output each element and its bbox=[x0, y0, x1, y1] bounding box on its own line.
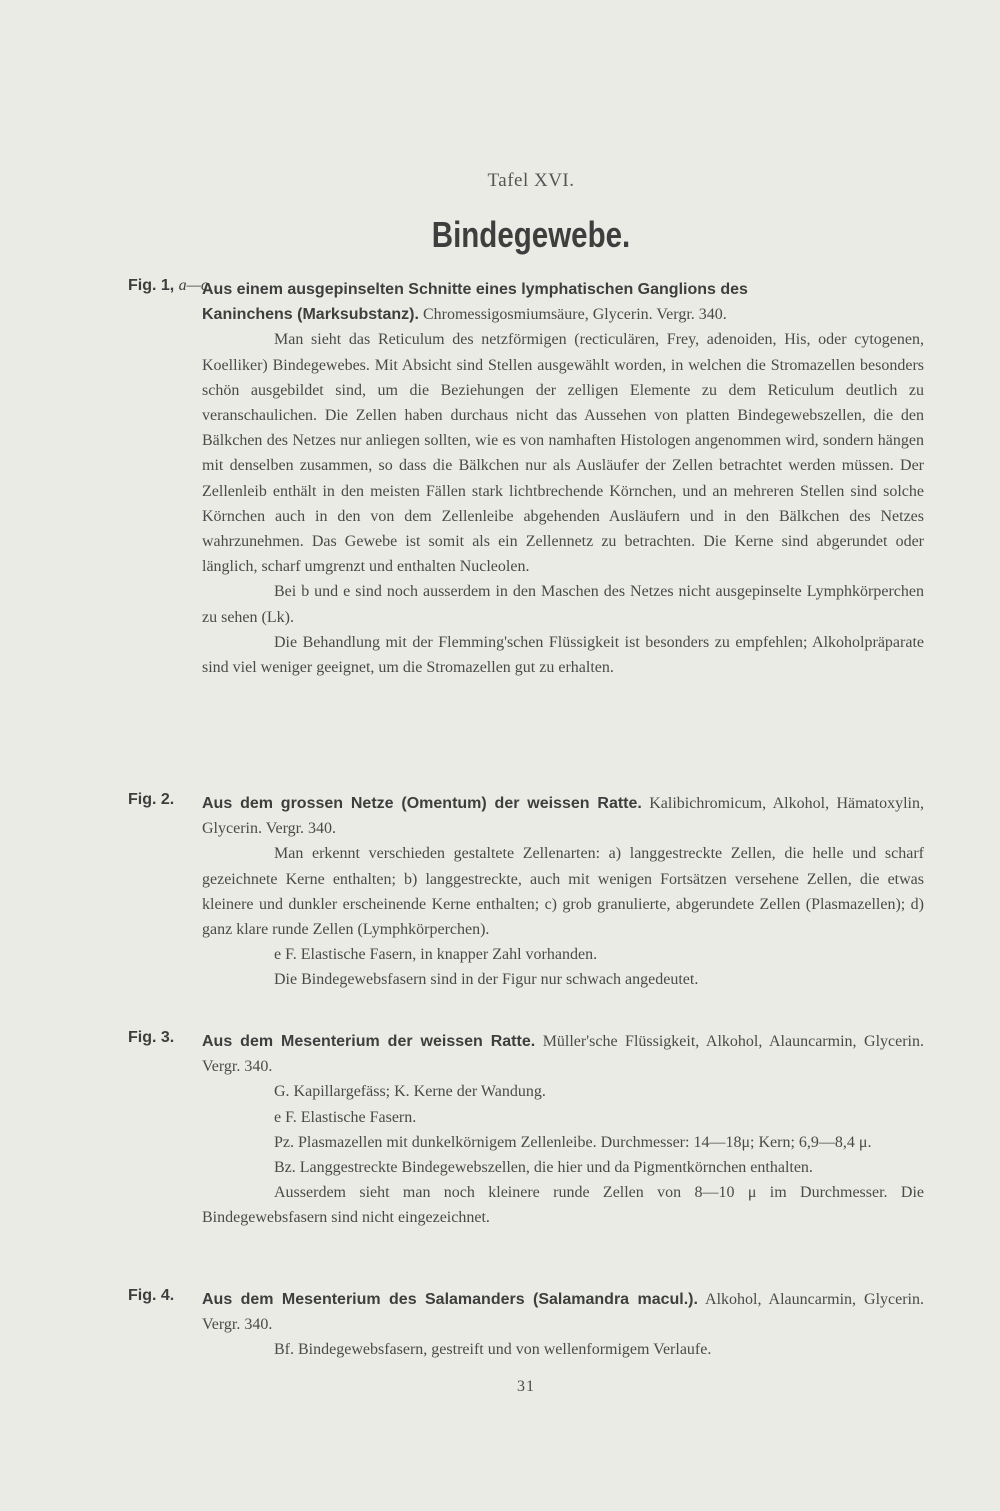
figure-2-body bbox=[202, 791, 924, 993]
figure-4-label: Fig. 4. bbox=[128, 1287, 175, 1304]
figure-1-heading-tail: Chromessigosmiumsäure, Glycerin. Vergr. 340. bbox=[418, 306, 727, 324]
figure-2-paragraph-2: e F. Elastische Fasern, in knapper Zahl vorhanden. bbox=[274, 946, 598, 964]
figure-1-paragraph-3: Die Behandlung mit der Flemming'schen Flüssigkeit ist besonders zu empfehlen; Alkoholpräparate sind viel weniger geeignet, um die Stromazellen gut zu erhalten. bbox=[202, 633, 924, 677]
figure-2-heading: Aus dem grossen Netze (Omentum) der weissen Ratte. bbox=[202, 795, 642, 812]
figure-4-paragraph-1: Bf. Bindegewebsfasern, gestreift und von wellenformigem Verlaufe. bbox=[274, 1341, 712, 1359]
figure-3-heading-tail: Müller'sche Flüssigkeit, Alkohol, Alauncarmin, Glycerin. Vergr. 340. bbox=[202, 1033, 924, 1076]
figure-4-entry bbox=[128, 1287, 924, 1363]
figure-3-paragraph-4: Bz. Langgestreckte Bindegewebszellen, die hier und da Pigmentkörnchen enthalten. bbox=[274, 1159, 813, 1177]
figure-2-label: Fig. 2. bbox=[128, 791, 175, 808]
figure-1-paragraph-2: Bei b und e sind noch ausserdem in den Maschen des Netzes nicht ausgepinselte Lymphkörperchen zu sehen (Lk). bbox=[202, 583, 924, 626]
figure-1-entry bbox=[128, 277, 924, 680]
figure-4-heading-tail: Alkohol, Alauncarmin, Glycerin. Vergr. 340. bbox=[202, 1291, 924, 1334]
page-number: 31 bbox=[517, 1378, 535, 1395]
figure-1-heading-line-2: Kaninchens (Marksubstanz). bbox=[202, 306, 419, 324]
figure-4-heading: Aus dem Mesenterium des Salamanders (Salamandra macul.). bbox=[202, 1291, 698, 1308]
figure-3-paragraph-1: G. Kapillargefäss; K. Kerne der Wandung. bbox=[274, 1083, 546, 1101]
figure-1-paragraph-1: Man sieht das Reticulum des netzförmigen (recticulären, Frey, adenoiden, His, oder cytogenen, Koelliker) Bindegewebes. Mit Absicht sind Stellen ausgewählt worden, in welchen die Stromazellen besonders schön ausgebildet sind, um die Beziehungen der zelligen Elemente zu dem Reticulum deutlich zu veranschaulichen. Die Zellen haben durchaus nicht das Aussehen von platten Bindegewebszellen, die den Bälkchen des Netzes nur anliegen sollten, wie es von namhaften Histologen angenommen wird, sondern hängen mit denselben zusammen, so dass die Bälkchen nur als Ausläufer der Zellen betrachtet werden müssen. Der Zellenleib enthält in den meisten Fällen stark lichtbrechende Körnchen, und an mehreren Stellen sind solche Körnchen auch in den von dem Zellenleibe abgehenden Ausläufern und in den Bälkchen des Netzes wahrzunehmen. Das Gewebe ist somit als ein Zellennetz zu betrachten. Die Kerne sind abgerundet oder länglich, scharf umgrenzt und enthalten Nucleolen. bbox=[202, 331, 924, 576]
page-title: Bindegewebe. bbox=[431, 214, 631, 255]
figure-3-paragraph-5: Ausserdem sieht man noch kleinere runde Zellen von 8—10 μ im Durchmesser. Die Bindegewebsfasern sind nicht eingezeichnet. bbox=[202, 1184, 924, 1227]
figure-3-label: Fig. 3. bbox=[128, 1029, 175, 1046]
figure-2-heading-tail: Kalibichromicum, Alkohol, Hämatoxylin, Glycerin. Vergr. 340. bbox=[202, 795, 924, 838]
figure-3-body bbox=[202, 1029, 924, 1231]
plate-number: Tafel XVI. bbox=[487, 170, 575, 191]
figure-1-label: Fig. 1, a—c. bbox=[128, 277, 212, 294]
figure-1-heading-line-1: Aus einem ausgepinselten Schnitte eines lymphatischen Ganglions des bbox=[202, 281, 748, 298]
figure-3-paragraph-2: e F. Elastische Fasern. bbox=[274, 1108, 417, 1126]
figure-3-entry bbox=[128, 1029, 924, 1231]
figure-3-heading: Aus dem Mesenterium der weissen Ratte. bbox=[202, 1033, 536, 1050]
figure-2-paragraph-3: Die Bindegewebsfasern sind in der Figur nur schwach angedeutet. bbox=[274, 971, 699, 989]
figure-2-paragraph-1: Man erkennt verschieden gestaltete Zellenarten: a) langgestreckte Zellen, die helle und scharf gezeichnete Kerne enthalten; b) langgestreckte, auch mit wenigen Fortsätzen versehene Zellen, die etwas kleinere und dunkler erscheinende Kerne enthalten; c) grob granulierte, abgerundete Zellen (Plasmazellen); d) ganz klare runde Zellen (Lymphkörperchen). bbox=[202, 845, 924, 939]
figure-1-body bbox=[202, 277, 924, 680]
figure-4-body bbox=[202, 1287, 924, 1363]
figure-2-entry bbox=[128, 791, 924, 993]
figure-3-paragraph-3: Pz. Plasmazellen mit dunkelkörnigem Zellenleibe. Durchmesser: 14—18μ; Kern; 6,9—8,4 μ. bbox=[274, 1133, 872, 1151]
